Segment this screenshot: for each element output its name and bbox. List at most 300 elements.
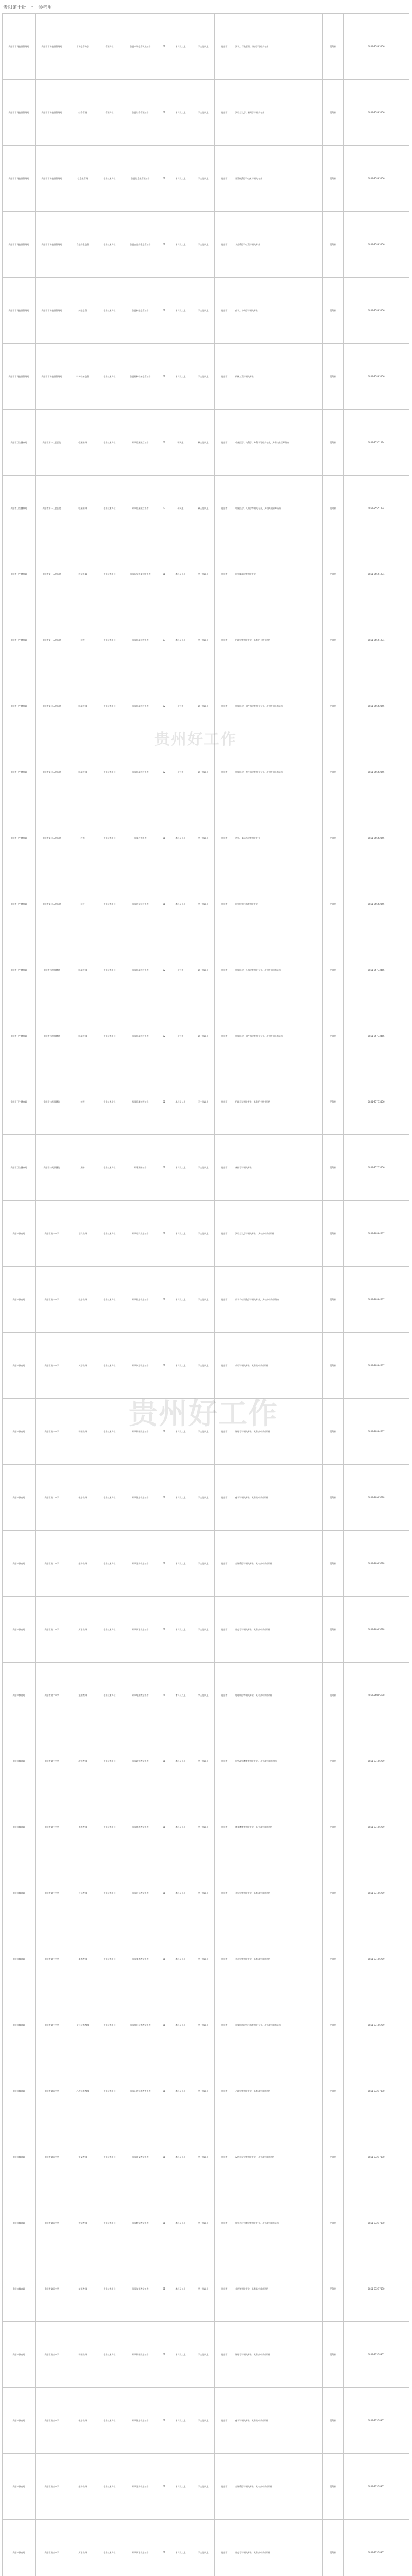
table-cell: 见附件 [323,14,344,80]
table-cell: 贵阳市市场监督管理局 [3,278,36,344]
table-cell: 见附件 [323,2322,344,2388]
table-cell: 学士及以上 [192,1333,215,1399]
table-cell: 见附件 [323,1926,344,1992]
table-cell: 贵阳市教育局 [3,2124,36,2190]
table-cell: 物理教师 [68,2322,97,2388]
table-cell: 从事数学教学工作 [122,2190,159,2256]
table-cell: 学士及以上 [192,80,215,146]
table-cell: 0851-85883256 [344,80,409,146]
table-row [3,2256,409,2322]
table-cell: 从事历史教学工作 [122,2520,159,2576]
table-cell: 贵阳市市场监督管理局 [36,212,68,278]
table-cell: 临床医师 [68,937,97,1003]
table-cell: 硕士及以上 [192,937,215,1003]
table-cell: 01 [159,2124,169,2190]
table-cell: 食品科学与工程等相关专业 [234,212,323,278]
table-cell: 见附件 [323,146,344,212]
table-cell: 本科及以上 [169,541,192,607]
table-cell: 贵阳市卫生健康局 [3,673,36,739]
table-cell: 贵阳市第四中学 [36,2124,68,2190]
table-cell: 见附件 [323,212,344,278]
table-cell: 学士及以上 [192,2322,215,2388]
table-cell: 贵阳市第一中学 [36,1333,68,1399]
table-cell: 心理健康教师 [68,2058,97,2124]
table-cell: 01 [159,1333,169,1399]
table-cell: 01 [159,1794,169,1860]
table-row [3,2454,409,2520]
table-cell: 专业技术岗位 [97,410,122,476]
table-cell: 本科及以上 [169,2190,192,2256]
table-cell: 01 [159,541,169,607]
table-cell: 专业技术岗位 [97,871,122,937]
table-cell: 01 [159,1992,169,2058]
table-cell: 本科及以上 [169,2520,192,2576]
table-cell: 从事物理教学工作 [122,2322,159,2388]
table-cell: 贵阳市妇幼保健院 [36,1069,68,1135]
table-row [3,1135,409,1201]
table-cell: 本科及以上 [169,2256,192,2322]
table-cell: 见附件 [323,607,344,673]
table-cell: 01 [159,14,169,80]
table-cell: 贵阳市教育局 [3,2388,36,2454]
table-cell: 专业技术岗位 [97,1794,122,1860]
table-cell: 化学等相关专业，具有高中教师资格 [234,2388,323,2454]
table-cell: 见附件 [323,1860,344,1926]
table-cell: 临床医师 [68,739,97,805]
table-cell: 01 [159,2454,169,2520]
table-cell: 贵阳市 [215,2322,234,2388]
table-cell: 贵阳市教育局 [3,1992,36,2058]
table-cell: 生物科学等相关专业，具有高中教师资格 [234,1531,323,1597]
table-cell: 贵阳市教育局 [3,2190,36,2256]
table-cell: 负责特种设备监管工作 [122,344,159,410]
table-row [3,871,409,937]
table-cell: 见附件 [323,1399,344,1465]
table-cell: 专业技术岗位 [97,1201,122,1267]
table-cell: 研究生 [169,1003,192,1069]
table-cell: 学士及以上 [192,607,215,673]
table-cell: 从事生物教学工作 [122,2454,159,2520]
table-cell: 专业技术岗位 [97,1992,122,2058]
table-cell: 0851-85662345 [344,871,409,937]
table-cell: 0851-87106789 [344,1926,409,1992]
table-cell: 本科及以上 [169,1333,192,1399]
table-cell: 贵阳市卫生健康局 [3,410,36,476]
table-cell: 专业技术岗位 [97,2124,122,2190]
table-cell: 贵阳市第三中学 [36,1926,68,1992]
table-cell: 贵阳市教育局 [3,2256,36,2322]
table-cell: 英语等相关专业，具有高中教师资格 [234,1333,323,1399]
table-cell: 贵阳市卫生健康局 [3,1069,36,1135]
table-cell: 贵阳市第三中学 [36,1728,68,1794]
table-cell: 02 [159,410,169,476]
table-cell: 专业技术岗位 [97,1003,122,1069]
table-row [3,2520,409,2576]
table-cell: 专业技术岗位 [97,1399,122,1465]
table-cell: 从事语文教学工作 [122,1201,159,1267]
table-row [3,146,409,212]
table-cell: 01 [159,2388,169,2454]
table-row [3,1992,409,2058]
table-cell: 贵阳市 [215,278,234,344]
table-cell: 贵阳市第二中学 [36,1597,68,1663]
table-cell: 见附件 [323,937,344,1003]
table-cell: 见附件 [323,2190,344,2256]
table-row [3,541,409,607]
table-row [3,476,409,541]
table-cell: 01 [159,344,169,410]
table-row [3,805,409,871]
table-row [3,1003,409,1069]
table-cell: 见附件 [323,1003,344,1069]
table-cell: 见附件 [323,1992,344,2058]
table-cell: 贵阳市第一中学 [36,1267,68,1333]
table-cell: 贵阳市 [215,1003,234,1069]
table-cell: 贵阳市 [215,1267,234,1333]
table-cell: 见附件 [323,673,344,739]
table-cell: 研究生 [169,476,192,541]
table-cell: 0851-85662345 [344,805,409,871]
table-cell: 本科及以上 [169,2322,192,2388]
table-cell: 音乐教师 [68,1860,97,1926]
table-cell: 贵阳市第五中学 [36,2322,68,2388]
table-cell: 贵阳市第五中学 [36,2388,68,2454]
table-cell: 贵阳市市场监督管理局 [36,146,68,212]
table-cell: 护理 [68,1069,97,1135]
table-row [3,1069,409,1135]
table-cell: 专业技术岗位 [97,212,122,278]
table-cell: 本科及以上 [169,1465,192,1531]
table-cell: 从事音乐教学工作 [122,1860,159,1926]
table-cell: 从事临床护理工作 [122,607,159,673]
table-cell: 贵阳市 [215,2058,234,2124]
table-cell: 0851-85883256 [344,344,409,410]
table-cell: 01 [159,1465,169,1531]
table-cell: 贵阳市 [215,1465,234,1531]
header-title: 贵阳第十批 [3,5,27,10]
table-cell: 本科及以上 [169,344,192,410]
table-cell: 体育教育等相关专业，具有高中教师资格 [234,1794,323,1860]
table-cell: 从事地理教学工作 [122,1663,159,1728]
table-cell: 从事临床医疗工作 [122,937,159,1003]
table-cell: 生物教师 [68,2454,97,2520]
table-cell: 0851-87106789 [344,1860,409,1926]
table-cell: 见附件 [323,1597,344,1663]
table-cell: 贵阳市第三中学 [36,1794,68,1860]
table-cell: 01 [159,1663,169,1728]
table-cell: 贵阳市 [215,673,234,739]
table-cell: 从事临床医疗工作 [122,410,159,476]
table-cell: 贵阳市第二中学 [36,1465,68,1531]
table-cell: 从事临床护理工作 [122,1069,159,1135]
table-cell: 贵阳市 [215,344,234,410]
table-cell: 临床医学、内科学、外科学等相关专业，具有执业医师资格 [234,410,323,476]
table-cell: 见附件 [323,871,344,937]
table-cell: 临床医师 [68,1003,97,1069]
table-cell: 专业技术岗位 [97,2322,122,2388]
table-cell: 管理岗位 [97,14,122,80]
table-cell: 贵阳市卫生健康局 [3,805,36,871]
table-row [3,2190,409,2256]
table-cell: 本科及以上 [169,805,192,871]
table-cell: 专业技术岗位 [97,146,122,212]
table-cell: 从事临床医疗工作 [122,673,159,739]
table-cell: 见附件 [323,344,344,410]
table-cell: 专业技术岗位 [97,2256,122,2322]
table-cell: 见附件 [323,2256,344,2322]
table-cell: 贵阳市 [215,1597,234,1663]
table-cell: 专业技术岗位 [97,2190,122,2256]
table-cell: 学士及以上 [192,2058,215,2124]
table-row [3,1333,409,1399]
table-cell: 本科及以上 [169,1728,192,1794]
table-cell: 贵阳市第三中学 [36,1992,68,2058]
table-cell: 见附件 [323,476,344,541]
table-cell: 护理学等相关专业，具有护士执业资格 [234,1069,323,1135]
table-cell: 计算机科学与技术等相关专业，具有高中教师资格 [234,1992,323,2058]
table-cell: 贵阳市教育局 [3,1597,36,1663]
table-cell: 见附件 [323,739,344,805]
table-cell: 贵阳市卫生健康局 [3,937,36,1003]
table-cell: 硕士及以上 [192,476,215,541]
table-cell: 01 [159,2520,169,2576]
table-cell: 贵阳市教育局 [3,1201,36,1267]
table-cell: 学士及以上 [192,2520,215,2576]
table-cell: 01 [159,80,169,146]
table-cell: 贵阳市教育局 [3,1333,36,1399]
table-cell: 贵阳市 [215,2388,234,2454]
table-cell: 麻醉学等相关专业 [234,1135,323,1201]
table-cell: 贵阳市第一中学 [36,1399,68,1465]
table-cell: 贵阳市卫生健康局 [3,541,36,607]
table-cell: 0851-85883256 [344,212,409,278]
table-cell: 01 [159,805,169,871]
table-cell: 贵阳市教育局 [3,1860,36,1926]
table-cell: 贵阳市 [215,80,234,146]
table-cell: 贵阳市教育局 [3,1926,36,1992]
table-cell: 0851-86884567 [344,1201,409,1267]
table-cell: 硕士及以上 [192,410,215,476]
table-cell: 从事临床医疗工作 [122,476,159,541]
table-cell: 学士及以上 [192,1728,215,1794]
table-cell: 硕士及以上 [192,673,215,739]
table-cell: 生物科学等相关专业，具有高中教师资格 [234,2454,323,2520]
table-cell: 药学、中药学等相关专业 [234,278,323,344]
table-cell: 02 [159,476,169,541]
table-cell: 学士及以上 [192,1531,215,1597]
table-cell: 0851-87217890 [344,2124,409,2190]
table-cell: 本科及以上 [169,14,192,80]
table-cell: 负责市场监管执法工作 [122,14,159,80]
table-cell: 本科及以上 [169,1201,192,1267]
table-cell: 0851-85883256 [344,14,409,80]
table-cell: 从事美术教学工作 [122,1926,159,1992]
table-cell: 专业技术岗位 [97,2520,122,2576]
table-cell: 01 [159,2322,169,2388]
table-cell: 学士及以上 [192,344,215,410]
table-cell: 见附件 [323,805,344,871]
watermark-text: 贵州好工作 [154,731,237,749]
table-row [3,80,409,146]
table-cell: 0851-85773456 [344,1069,409,1135]
table-row [3,673,409,739]
table-cell: 0851-86995678 [344,1597,409,1663]
table-row [3,1794,409,1860]
table-cell: 临床医学、儿科学等相关专业，具有执业医师资格 [234,476,323,541]
table-cell: 02 [159,1069,169,1135]
table-cell: 01 [159,278,169,344]
table-cell: 从事化学教学工作 [122,1465,159,1531]
table-cell: 学士及以上 [192,1069,215,1135]
table-cell: 负责食品安全监管工作 [122,212,159,278]
table-cell: 专业技术岗位 [97,607,122,673]
table-cell: 研究生 [169,739,192,805]
table-row [3,1728,409,1794]
table-cell: 专业技术岗位 [97,2058,122,2124]
table-cell: 汉语言文学等相关专业，具有高中教师资格 [234,1201,323,1267]
table-cell: 贵阳市 [215,1926,234,1992]
table-cell: 检验 [68,871,97,937]
table-cell: 0851-85773456 [344,937,409,1003]
table-cell: 0851-85662345 [344,739,409,805]
table-cell: 贵阳市 [215,2124,234,2190]
table-cell: 01 [159,871,169,937]
table-cell: 贵阳市第三中学 [36,1860,68,1926]
table-cell: 学士及以上 [192,1399,215,1465]
table-cell: 贵阳市 [215,805,234,871]
table-cell: 01 [159,1531,169,1597]
table-cell: 贵阳市 [215,410,234,476]
table-cell: 学士及以上 [192,1663,215,1728]
table-cell: 从事化学教学工作 [122,2388,159,2454]
table-cell: 贵阳市第四中学 [36,2256,68,2322]
table-cell: 0851-87217890 [344,2190,409,2256]
table-row [3,1663,409,1728]
table-cell: 贵阳市市场监督管理局 [3,14,36,80]
table-cell: 从事数学教学工作 [122,1267,159,1333]
table-cell: 学士及以上 [192,871,215,937]
table-cell: 化学教师 [68,2388,97,2454]
table-cell: 贵阳市 [215,739,234,805]
table-cell: 见附件 [323,1201,344,1267]
table-cell: 0851-87106789 [344,1992,409,2058]
table-cell: 专业技术岗位 [97,805,122,871]
table-cell: 从事生物教学工作 [122,1531,159,1597]
table-row [3,1465,409,1531]
table-cell: 专业技术岗位 [97,739,122,805]
table-cell: 贵阳市教育局 [3,2058,36,2124]
table-cell: 物理教师 [68,1399,97,1465]
table-cell: 02 [159,937,169,1003]
table-cell: 贵阳市 [215,2454,234,2520]
table-cell: 从事历史教学工作 [122,1597,159,1663]
table-cell: 0851-87106789 [344,1728,409,1794]
table-cell: 政治教师 [68,1728,97,1794]
table-cell: 专业技术岗位 [97,1135,122,1201]
table-cell: 从事医学检验工作 [122,871,159,937]
table-cell: 英语等相关专业，具有高中教师资格 [234,2256,323,2322]
table-cell: 负责药品监管工作 [122,278,159,344]
table-cell: 贵阳市市场监督管理局 [3,344,36,410]
table-cell: 学士及以上 [192,2190,215,2256]
table-cell: 见附件 [323,278,344,344]
table-cell: 专业技术岗位 [97,1926,122,1992]
table-cell: 硕士及以上 [192,739,215,805]
table-cell: 本科及以上 [169,1597,192,1663]
table-cell: 贵阳市市场监督管理局 [36,14,68,80]
table-cell: 临床医师 [68,410,97,476]
table-cell: 贵阳市市场监督管理局 [36,80,68,146]
table-cell: 贵阳市第一人民医院 [36,410,68,476]
table-cell: 见附件 [323,1267,344,1333]
table-cell: 0851-86884567 [344,1399,409,1465]
table-cell: 贵阳市第五中学 [36,2520,68,2576]
table-cell: 本科及以上 [169,2388,192,2454]
table-cell: 贵阳市第二人民医院 [36,739,68,805]
table-cell: 物理学等相关专业，具有高中教师资格 [234,2322,323,2388]
table-cell: 从事心理健康教育工作 [122,2058,159,2124]
table-cell: 本科及以上 [169,1531,192,1597]
table-cell: 学士及以上 [192,1860,215,1926]
table-cell: 0851-87217890 [344,2256,409,2322]
table-cell: 0851-87328901 [344,2520,409,2576]
table-cell: 专业技术岗位 [97,2388,122,2454]
table-cell: 贵阳市妇幼保健院 [36,937,68,1003]
table-cell: 护理 [68,607,97,673]
table-row [3,1860,409,1926]
table-cell: 贵阳市 [215,14,234,80]
table-cell: 语文教师 [68,2124,97,2190]
table-cell: 学士及以上 [192,541,215,607]
table-cell: 研究生 [169,410,192,476]
table-cell: 0851-86995678 [344,1663,409,1728]
table-cell: 02 [159,1003,169,1069]
table-cell: 管理岗位 [97,80,122,146]
table-cell: 本科及以上 [169,1663,192,1728]
table-cell: 贵阳市教育局 [3,1663,36,1728]
table-cell: 贵阳市 [215,1728,234,1794]
table-cell: 市场监管执法 [68,14,97,80]
table-cell: 贵阳市第一中学 [36,1201,68,1267]
table-cell: 见附件 [323,1794,344,1860]
table-row [3,2058,409,2124]
table-cell: 01 [159,212,169,278]
table-cell: 见附件 [323,80,344,146]
table-cell: 汉语言文学等相关专业，具有高中教师资格 [234,2124,323,2190]
table-cell: 英语教师 [68,2256,97,2322]
table-cell: 贵阳市 [215,1794,234,1860]
table-cell: 本科及以上 [169,1135,192,1201]
table-cell: 本科及以上 [169,1399,192,1465]
table-row [3,212,409,278]
table-cell: 英语教师 [68,1333,97,1399]
table-cell: 专业技术岗位 [97,278,122,344]
table-cell: 从事药剂工作 [122,805,159,871]
table-cell: 贵阳市第四中学 [36,2190,68,2256]
table-cell: 药剂 [68,805,97,871]
table-cell: 本科及以上 [169,278,192,344]
table-cell: 学士及以上 [192,1992,215,2058]
table-cell: 0851-87328901 [344,2322,409,2388]
table-cell: 本科及以上 [169,1069,192,1135]
table-row [3,1926,409,1992]
table-cell: 学士及以上 [192,1926,215,1992]
table-cell: 专业技术岗位 [97,1333,122,1399]
table-cell: 贵阳市 [215,476,234,541]
table-cell: 见附件 [323,1663,344,1728]
table-cell: 贵阳市 [215,1531,234,1597]
table-cell: 临床医学、神经病学等相关专业，具有执业医师资格 [234,739,323,805]
